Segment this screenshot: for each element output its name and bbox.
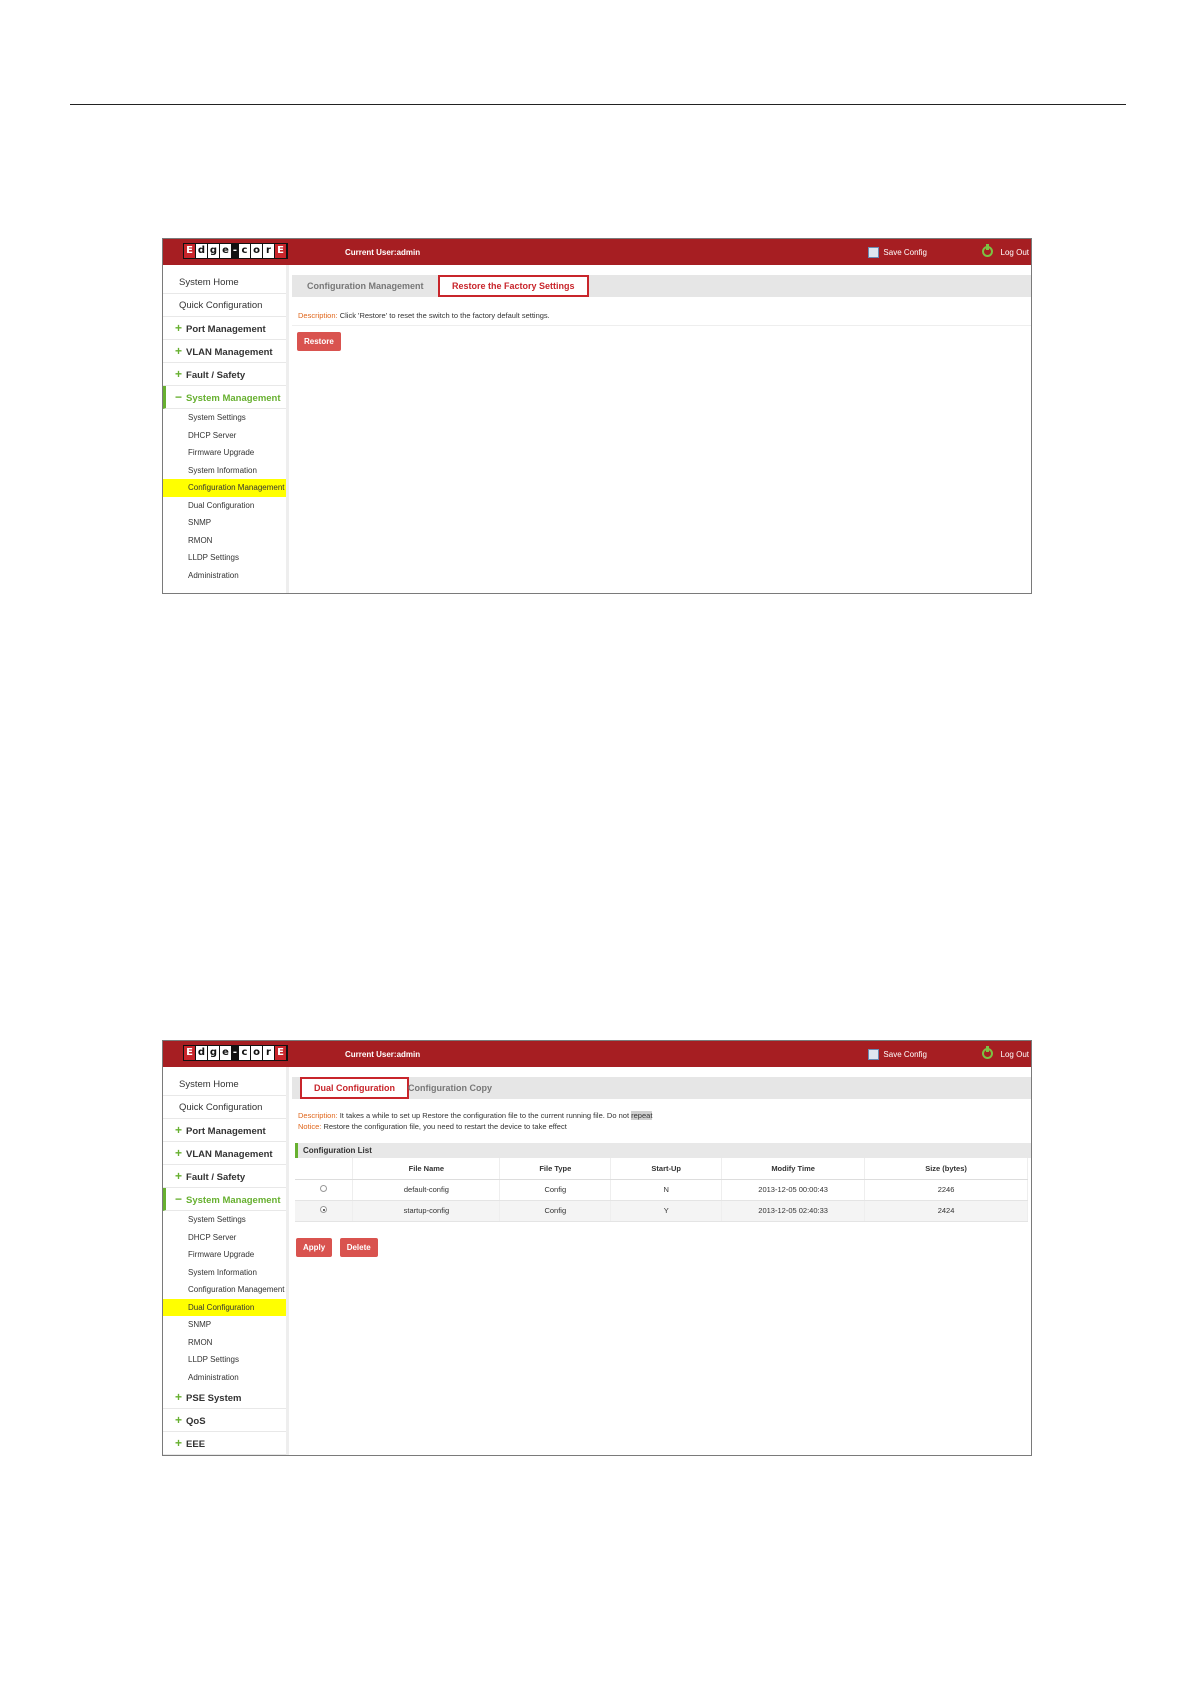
plus-icon: +	[175, 344, 183, 358]
sidebar-item-snmp[interactable]: SNMP	[188, 518, 212, 527]
save-icon[interactable]	[868, 1049, 879, 1060]
plus-icon: +	[175, 1436, 183, 1450]
sidebar-group-vlan-management[interactable]: + VLAN Management	[163, 340, 286, 363]
sidebar	[163, 1067, 289, 1455]
cell-file-type: Config	[500, 1179, 611, 1200]
sidebar-group-port-management[interactable]: + Port Management	[163, 1119, 286, 1142]
sidebar-item-system-home[interactable]: System Home	[163, 1073, 286, 1096]
sidebar-item-administration[interactable]: Administration	[188, 570, 239, 580]
sidebar-item-configuration-management[interactable]: Configuration Management	[163, 479, 286, 497]
sidebar-group-qos[interactable]: + QoS	[163, 1409, 286, 1432]
sidebar-item-system-information[interactable]: System Information	[188, 465, 257, 475]
sidebar-group-fault-safety[interactable]: + Fault / Safety	[163, 1165, 286, 1188]
sidebar-item-rmon[interactable]: RMON	[188, 1337, 213, 1347]
log-out-link[interactable]: Log Out	[1000, 248, 1029, 257]
sidebar	[163, 265, 289, 593]
notice-label: Notice:	[298, 1122, 322, 1131]
column-header-modify-time: Modify Time	[722, 1158, 865, 1179]
top-bar	[163, 239, 1031, 265]
plus-icon: +	[175, 367, 183, 381]
sidebar-item-firmware-upgrade[interactable]: Firmware Upgrade	[188, 1250, 255, 1259]
tab-configuration-management[interactable]: Configuration Management	[307, 281, 424, 291]
sidebar-item-lldp-settings[interactable]: LLDP Settings	[188, 1355, 239, 1364]
sidebar-group-system-management[interactable]: − System Management	[163, 1188, 286, 1211]
tab-bar	[292, 1077, 1031, 1099]
plus-icon: +	[175, 1146, 183, 1160]
edgecore-logo: E d g e - c o r E	[183, 243, 288, 259]
cell-size: 2424	[865, 1200, 1028, 1221]
cell-file-name: startup-config	[353, 1200, 500, 1221]
sidebar-group-fault-safety[interactable]: + Fault / Safety	[163, 363, 286, 386]
main-content	[292, 1067, 1031, 1455]
edgecore-logo: E d g e - c o r E	[183, 1045, 288, 1061]
screenshot-dual-configuration	[162, 1040, 1032, 1456]
sidebar-item-system-settings[interactable]: System Settings	[188, 1215, 246, 1224]
sidebar-group-port-management[interactable]: + Port Management	[163, 317, 286, 340]
description-text: Click 'Restore' to reset the switch to the factory default settings.	[339, 311, 550, 320]
description-label: Description:	[298, 1111, 338, 1120]
cell-start-up: Y	[611, 1200, 722, 1221]
sidebar-group-pse-system[interactable]: + PSE System	[163, 1386, 286, 1409]
table-header-row	[295, 1158, 1028, 1179]
delete-button[interactable]: Delete	[340, 1238, 378, 1257]
plus-icon: +	[175, 321, 183, 335]
sidebar-item-system-settings[interactable]: System Settings	[188, 413, 246, 422]
plus-icon: +	[175, 1123, 183, 1137]
tab-dual-configuration[interactable]: Dual Configuration	[300, 1077, 409, 1099]
configuration-table	[295, 1158, 1028, 1222]
description-text: It takes a while to set up Restore the configuration file to the current running file. Do not	[339, 1111, 630, 1120]
column-header-file-type: File Type	[500, 1158, 611, 1179]
sidebar-group-system-management[interactable]: − System Management	[163, 386, 286, 409]
save-icon[interactable]	[868, 247, 879, 258]
sidebar-item-quick-configuration[interactable]: Quick Configuration	[163, 294, 286, 317]
description	[292, 307, 1031, 326]
save-config-link[interactable]: Save Config	[883, 248, 927, 257]
description-highlight: repeat	[631, 1111, 653, 1120]
sidebar-item-dhcp-server[interactable]: DHCP Server	[188, 1232, 237, 1242]
sidebar-item-system-home[interactable]: System Home	[163, 271, 286, 294]
tab-restore-factory-settings[interactable]: Restore the Factory Settings	[438, 275, 589, 297]
cell-size: 2246	[865, 1179, 1028, 1200]
sidebar-item-rmon[interactable]: RMON	[188, 535, 213, 545]
plus-icon: +	[175, 1169, 183, 1183]
description-label: Description:	[298, 311, 338, 320]
sidebar-item-system-information[interactable]: System Information	[188, 1267, 257, 1277]
column-header-size: Size (bytes)	[865, 1158, 1028, 1179]
notice-text: Restore the configuration file, you need to restart the device to take effect	[323, 1122, 567, 1131]
plus-icon: +	[175, 1413, 183, 1427]
cell-file-type: Config	[500, 1200, 611, 1221]
sidebar-group-eee[interactable]: + EEE	[163, 1432, 286, 1455]
log-out-link[interactable]: Log Out	[1000, 1050, 1029, 1059]
configuration-list-header: Configuration List	[295, 1143, 1031, 1158]
restore-button[interactable]: Restore	[297, 332, 341, 351]
row-radio-selected[interactable]	[320, 1206, 327, 1213]
minus-icon: −	[175, 390, 183, 404]
table-row[interactable]	[295, 1200, 1028, 1221]
main-content	[292, 265, 1031, 593]
sidebar-item-quick-configuration[interactable]: Quick Configuration	[163, 1096, 286, 1119]
save-config-link[interactable]: Save Config	[883, 1050, 927, 1059]
description	[292, 1107, 1031, 1121]
top-bar	[163, 1041, 1031, 1067]
sidebar-item-dual-configuration[interactable]: Dual Configuration	[163, 1299, 286, 1317]
sidebar-item-snmp[interactable]: SNMP	[188, 1320, 212, 1329]
sidebar-item-lldp-settings[interactable]: LLDP Settings	[188, 553, 239, 562]
tab-bar	[292, 275, 1031, 297]
row-radio[interactable]	[320, 1185, 327, 1192]
sidebar-item-administration[interactable]: Administration	[188, 1372, 239, 1382]
page-header-rule	[70, 104, 1126, 105]
apply-button[interactable]: Apply	[296, 1238, 332, 1257]
screenshot-restore-factory	[162, 238, 1032, 594]
cell-modify-time: 2013-12-05 02:40:33	[722, 1200, 865, 1221]
select-column-header	[295, 1158, 353, 1179]
table-row[interactable]	[295, 1179, 1028, 1200]
cell-modify-time: 2013-12-05 00:00:43	[722, 1179, 865, 1200]
plus-icon: +	[175, 1390, 183, 1404]
power-icon[interactable]	[982, 1048, 993, 1059]
current-user-label: Current User:admin	[345, 248, 421, 257]
sidebar-group-vlan-management[interactable]: + VLAN Management	[163, 1142, 286, 1165]
sidebar-item-dual-configuration[interactable]: Dual Configuration	[188, 500, 255, 510]
column-header-file-name: File Name	[353, 1158, 500, 1179]
sidebar-item-firmware-upgrade[interactable]: Firmware Upgrade	[188, 448, 255, 457]
tab-configuration-copy[interactable]: Configuration Copy	[408, 1083, 492, 1093]
cell-start-up: N	[611, 1179, 722, 1200]
current-user-label: Current User:admin	[345, 1050, 421, 1059]
sidebar-item-dhcp-server[interactable]: DHCP Server	[188, 430, 237, 440]
cell-file-name: default-config	[353, 1179, 500, 1200]
minus-icon: −	[175, 1192, 183, 1206]
sidebar-item-configuration-management[interactable]: Configuration Management	[188, 1285, 285, 1294]
notice	[292, 1121, 1031, 1135]
power-icon[interactable]	[982, 246, 993, 257]
column-header-start-up: Start-Up	[611, 1158, 722, 1179]
